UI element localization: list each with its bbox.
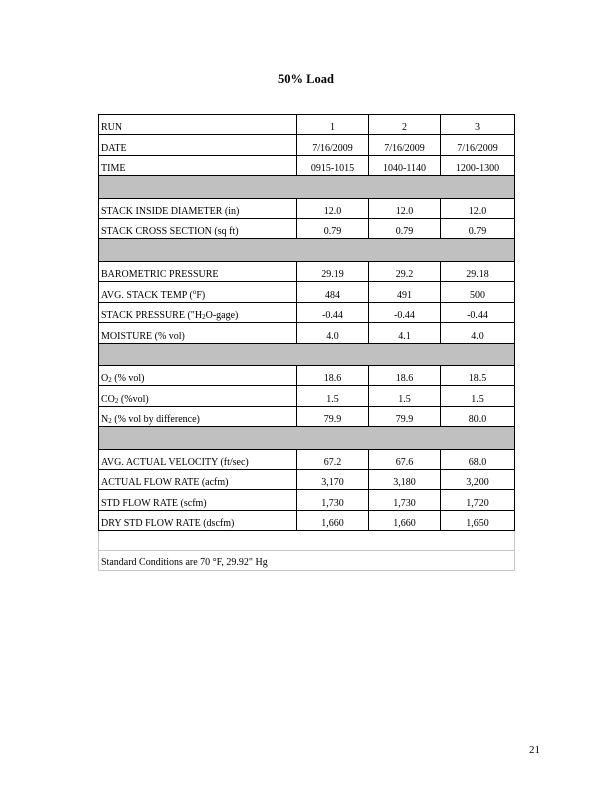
cell-value: 18.5 xyxy=(441,366,515,386)
row-label: TIME xyxy=(99,155,297,175)
cell-value: 500 xyxy=(441,282,515,302)
cell-value: 3,180 xyxy=(369,470,441,490)
cell-value: 67.2 xyxy=(297,449,369,469)
cell-value: 0.79 xyxy=(369,219,441,239)
cell-value: 1,720 xyxy=(441,490,515,510)
row-label: STACK CROSS SECTION (sq ft) xyxy=(99,219,297,239)
cell-value: 1,660 xyxy=(297,510,369,530)
table-row-date xyxy=(99,135,515,155)
cell-value: 484 xyxy=(297,282,369,302)
blank-row xyxy=(99,531,515,551)
cell-value: 68.0 xyxy=(441,449,515,469)
cell-value: -0.44 xyxy=(297,302,369,322)
cell-value: -0.44 xyxy=(369,302,441,322)
row-label: STACK PRESSURE $("H_2O-gage)$ xyxy=(99,302,297,322)
page-number: 21 xyxy=(529,744,540,756)
row-label: AVG. ACTUAL VELOCITY (ft/sec) xyxy=(99,449,297,469)
cell-value: 1,660 xyxy=(369,510,441,530)
table-title: 50% Load xyxy=(278,72,334,86)
row-label: AVG. STACK TEMP ($^o$F) xyxy=(99,282,297,302)
cell-value: 29.19 xyxy=(297,261,369,281)
row-label: DATE xyxy=(99,135,297,155)
cell-value: 18.6 xyxy=(297,366,369,386)
table-row-o2 xyxy=(99,366,515,386)
table-row-stack-cross-section xyxy=(99,219,515,239)
separator-row xyxy=(99,239,515,262)
cell-value: 491 xyxy=(369,282,441,302)
cell-value: 7/16/2009 xyxy=(369,135,441,155)
separator-row xyxy=(99,427,515,450)
cell-value: 4.0 xyxy=(297,323,369,343)
row-label: BAROMETRIC PRESSURE xyxy=(99,261,297,281)
row-label: $O_2$ (% vol) xyxy=(99,366,297,386)
cell-value: 4.1 xyxy=(369,323,441,343)
table-row-stack-diameter xyxy=(99,198,515,218)
row-label: $N_2$ (% vol by difference) xyxy=(99,406,297,426)
cell-value: 3,200 xyxy=(441,470,515,490)
cell-value: 29.18 xyxy=(441,261,515,281)
cell-value: 1.5 xyxy=(441,386,515,406)
cell-value: 1,730 xyxy=(297,490,369,510)
row-label: MOISTURE (% vol) xyxy=(99,323,297,343)
cell-value: 12.0 xyxy=(297,198,369,218)
table-row-n2 xyxy=(99,406,515,426)
table-row-std-flow xyxy=(99,490,515,510)
table-row-time xyxy=(99,155,515,175)
run-number: 2 xyxy=(369,115,441,135)
cell-value: 0.79 xyxy=(297,219,369,239)
table-row-barometric-pressure xyxy=(99,261,515,281)
table-row-footer xyxy=(99,551,515,571)
standard-conditions-note: Standard Conditions are 70 °F, 29.92" Hg xyxy=(99,551,515,571)
cell-value: 67.6 xyxy=(369,449,441,469)
table-row-dry-std-flow xyxy=(99,510,515,530)
separator-row xyxy=(99,176,515,199)
cell-value: 0.79 xyxy=(441,219,515,239)
row-label: STD FLOW RATE (scfm) xyxy=(99,490,297,510)
cell-value: 0915-1015 xyxy=(297,155,369,175)
table-row-stack-temp xyxy=(99,282,515,302)
cell-value: 4.0 xyxy=(441,323,515,343)
cell-value: 12.0 xyxy=(369,198,441,218)
cell-value: 1200-1300 xyxy=(441,155,515,175)
run-number: 3 xyxy=(441,115,515,135)
cell-value: 12.0 xyxy=(441,198,515,218)
table-row-stack-pressure xyxy=(99,302,515,322)
cell-value: 79.9 xyxy=(369,406,441,426)
cell-value: 1,650 xyxy=(441,510,515,530)
cell-value: 7/16/2009 xyxy=(297,135,369,155)
row-label: ACTUAL FLOW RATE (acfm) xyxy=(99,470,297,490)
run-number: 1 xyxy=(297,115,369,135)
table-row-run xyxy=(99,115,515,135)
cell-value: 80.0 xyxy=(441,406,515,426)
row-label: $CO_2$ (%vol) xyxy=(99,386,297,406)
cell-value: 18.6 xyxy=(369,366,441,386)
cell-value: 1,730 xyxy=(369,490,441,510)
cell-value: 79.9 xyxy=(297,406,369,426)
cell-value: 29.2 xyxy=(369,261,441,281)
table-row-actual-flow xyxy=(99,470,515,490)
cell-value: 1.5 xyxy=(369,386,441,406)
cell-value: 1.5 xyxy=(297,386,369,406)
row-label: DRY STD FLOW RATE (dscfm) xyxy=(99,510,297,530)
cell-value: -0.44 xyxy=(441,302,515,322)
row-label: RUN xyxy=(99,115,297,135)
cell-value: 3,170 xyxy=(297,470,369,490)
row-label: STACK INSIDE DIAMETER (in) xyxy=(99,198,297,218)
table-row-co2 xyxy=(99,386,515,406)
separator-row xyxy=(99,343,515,366)
table-row-moisture xyxy=(99,323,515,343)
cell-value: 1040-1140 xyxy=(369,155,441,175)
emissions-data-table xyxy=(98,114,515,571)
cell-value: 7/16/2009 xyxy=(441,135,515,155)
table-row-velocity xyxy=(99,449,515,469)
